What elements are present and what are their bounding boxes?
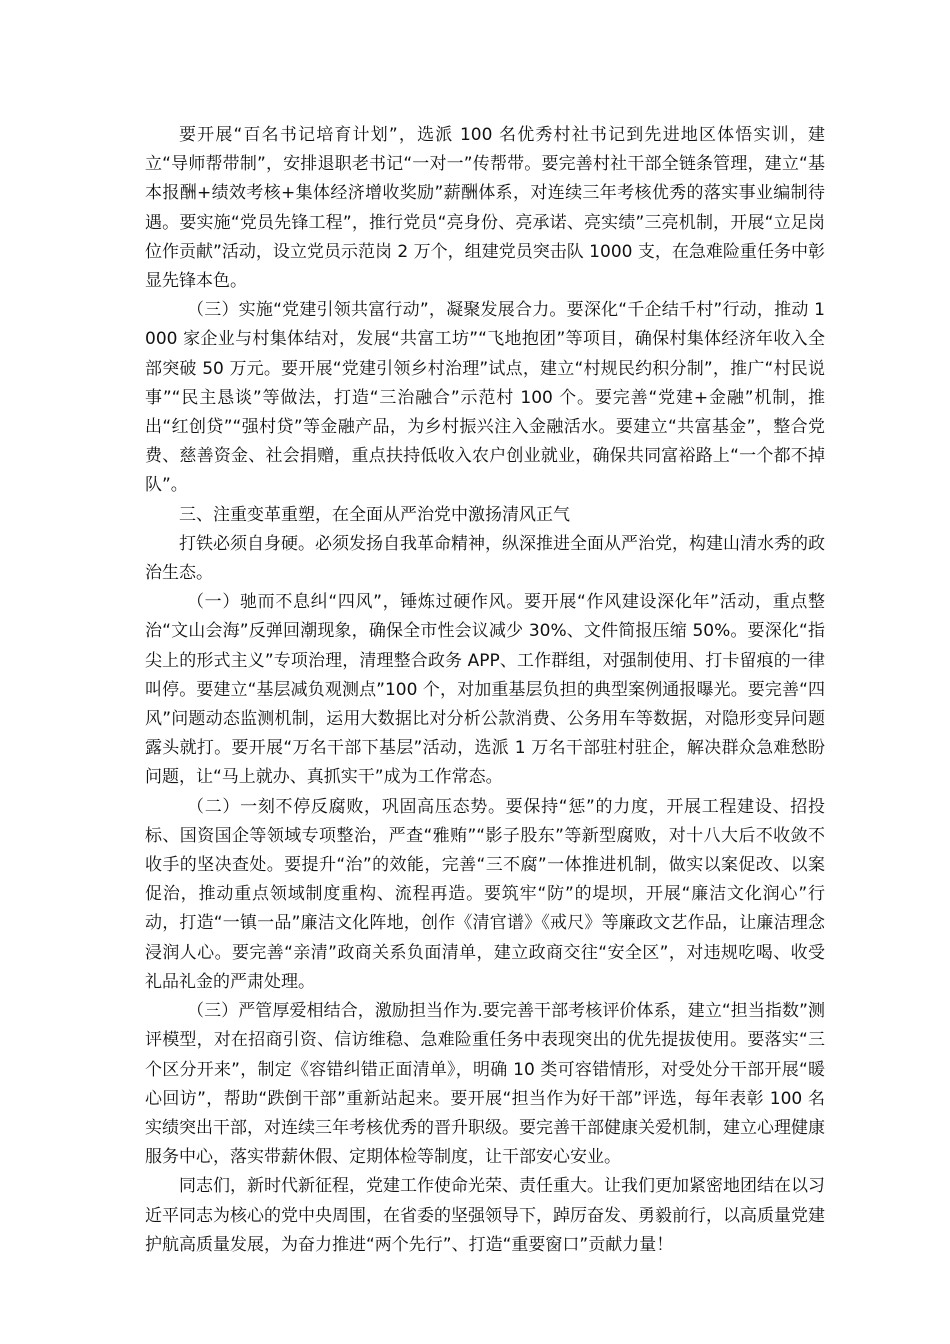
document-page bbox=[145, 121, 825, 1260]
body-paragraph-common-prosperity: （三）实施“党建引领共富行动”，凝聚发展合力。要深化“千企结千村”行动，推动 1000 家企业与村集体结对，发展“共富工坊”“飞地抱团”等项目，确保村集体经济年收入全部突破 50 万元。要开展“党建引领乡村治理”试点，建立“村规民约积分制”，推广“村民说事”“民主恳谈”等做法，打造“三治融合”示范村 100 个。要完善“党建+金融”机制，推出“红创贷”“强村贷”等金融产品，为乡村振兴注入金融活水。要建立“共富基金”，整合党费、慈善资金、社会捐赠，重点扶持低收入农户创业就业，确保共同富裕路上“一个都不掉队”。 bbox=[145, 300, 825, 496]
body-paragraph-anti-corruption: （二）一刻不停反腐败，巩固高压态势。要保持“惩”的力度，开展工程建设、招投标、国资国企等领域专项整治，严查“雅贿”“影子股东”等新型腐败，对十八大后不收敛不收手的坚决查处。要提升“治”的效能，完善“三不腐”一体推进机制，做实以案促改、以案促治，推动重点领域制度重构、流程再造。要筑牢“防”的堤坝，开展“廉洁文化润心”行动，打造“一镇一品”廉洁文化阵地，创作《清官谱》《戒尺》等廉政文艺作品，让廉洁理念浸润人心。要完善“亲清”政商关系负面清单，建立政商交往“安全区”，对违规吃喝、收受礼品礼金的严肃处理。 bbox=[145, 796, 825, 992]
section-heading-three: 三、注重变革重塑，在全面从严治党中激扬清风正气 bbox=[179, 504, 570, 525]
body-paragraph-self-revolution: 打铁必须自身硬。必须发扬自我革命精神，纵深推进全面从严治党，构建山清水秀的政治生态。 bbox=[145, 533, 825, 584]
body-paragraph-four-winds: （一）驰而不息纠“四风”，锤炼过硬作风。要开展“作风建设深化年”活动，重点整治“文山会海”反弹回潮现象，确保全市性会议减少 30%、文件简报压缩 50%。要深化“指尖上的形式主义”专项治理，清理整合政务 APP、工作群组，对强制使用、打卡留痕的一律叫停。要建立“基层减负观测点”100 个，对加重基层负担的典型案例通报曝光。要完善“四风”问题动态监测机制，运用大数据比对分析公款消费、公务用车等数据，对隐形变异问题露头就打。要开展“万名干部下基层”活动，选派 1 万名干部驻村驻企，解决群众急难愁盼问题，让“马上就办、真抓实干”成为工作常态。 bbox=[145, 592, 825, 788]
body-paragraph-talent-cultivation: 要开展“百名书记培育计划”，选派 100 名优秀村社书记到先进地区体悟实训，建立“导师帮带制”，安排退职老书记“一对一”传帮带。要完善村社干部全链条管理，建立“基本报酬+绩效考核+集体经济增收奖励”薪酬体系，对连续三年考核优秀的落实事业编制待遇。要实施“党员先锋工程”，推行党员“亮身份、亮承诺、亮实绩”三亮机制，开展“立足岗位作贡献”活动，设立党员示范岗 2 万个，组建党员突击队 1000 支，在急难险重任务中彰显先锋本色。 bbox=[145, 125, 825, 292]
body-paragraph-closing: 同志们，新时代新征程，党建工作使命光荣、责任重大。让我们更加紧密地团结在以习近平同志为核心的党中央周围，在省委的坚强领导下，踔厉奋发、勇毅前行，以高质量党建护航高质量发展，为奋力推进“两个先行”、打造“重要窗口”贡献力量！ bbox=[145, 1176, 825, 1255]
body-paragraph-strict-management: （三）严管厚爱相结合，激励担当作为.要完善干部考核评价体系，建立“担当指数”测评模型，对在招商引资、信访维稳、急难险重任务中表现突出的优先提拔使用。要落实“三个区分开来”，制定《容错纠错正面清单》，明确 10 类可容错情形，对受处分干部开展“暖心回访”，帮助“跌倒干部”重新站起来。要开展“担当作为好干部”评选，每年表彰 100 名实绩突出干部，对连续三年考核优秀的晋升职级。要完善干部健康关爱机制，建立心理健康服务中心，落实带薪休假、定期体检等制度，让干部安心安业。 bbox=[145, 1001, 825, 1168]
